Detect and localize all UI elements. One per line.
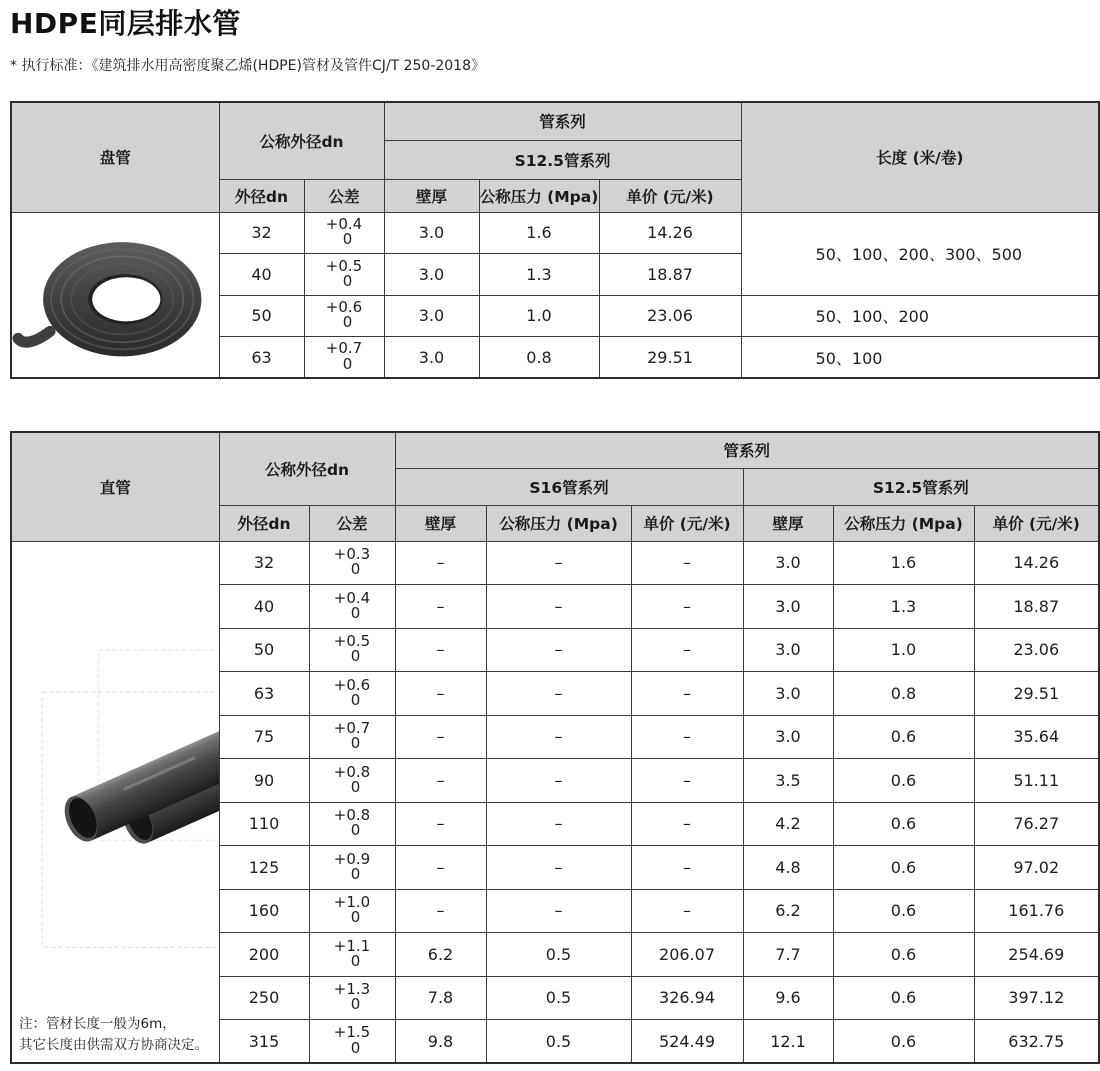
coil-category-label: 盘管 <box>11 102 219 212</box>
tolerance-upper: +0.8 <box>333 806 371 825</box>
tolerance-lower: 0 <box>350 908 361 927</box>
wall-thickness-cell: 3.0 <box>384 254 479 296</box>
straight-series-group-header: 管系列 <box>395 432 1099 468</box>
s125-wall-cell: 3.5 <box>743 759 833 803</box>
od-cell: 40 <box>219 254 304 296</box>
pressure-cell: 1.6 <box>479 212 599 254</box>
s125-pressure-cell: 1.3 <box>833 585 974 629</box>
coil-series-group-header: 管系列 <box>384 102 741 140</box>
tolerance-upper: +0.4 <box>333 588 371 607</box>
straight-tolerance-header: 公差 <box>309 505 395 541</box>
tolerance-upper: +1.1 <box>333 936 371 955</box>
note-line-2: 其它长度由供需双方协商决定。 <box>19 1037 208 1054</box>
od-cell: 160 <box>219 889 309 933</box>
straight-table-row <box>11 541 1099 585</box>
s125-pressure-cell: 0.6 <box>833 889 974 933</box>
od-cell: 250 <box>219 976 309 1020</box>
od-cell: 315 <box>219 1020 309 1064</box>
s125-pressure-cell: 0.6 <box>833 759 974 803</box>
s16-pressure-cell: – <box>486 715 631 759</box>
wall-thickness-cell: 3.0 <box>384 337 479 379</box>
s125-wall-header: 壁厚 <box>743 505 833 541</box>
tolerance-cell <box>304 295 384 337</box>
s125-pressure-cell: 0.6 <box>833 933 974 977</box>
s16-pressure-cell: – <box>486 672 631 716</box>
tolerance-cell <box>309 628 395 672</box>
s125-wall-cell: 3.0 <box>743 672 833 716</box>
s125-price-cell: 632.75 <box>974 1020 1099 1064</box>
tolerance-cell <box>309 889 395 933</box>
s16-price-cell: – <box>631 889 743 933</box>
s16-pressure-cell: – <box>486 541 631 585</box>
s16-price-cell: – <box>631 846 743 890</box>
tolerance-upper: +0.9 <box>333 849 371 868</box>
tolerance-upper: +0.5 <box>325 256 363 275</box>
tolerance-lower: 0 <box>350 560 361 579</box>
tolerance-cell <box>309 541 395 585</box>
coil-table-row <box>11 212 1099 254</box>
straight-category-label: 直管 <box>11 432 219 541</box>
tolerance-lower: 0 <box>350 647 361 666</box>
tolerance-upper: +0.6 <box>333 675 371 694</box>
s125-price-cell: 161.76 <box>974 889 1099 933</box>
straight-od-group-header: 公称外径dn <box>219 432 395 505</box>
tolerance-lower: 0 <box>342 230 353 249</box>
s125-wall-cell: 7.7 <box>743 933 833 977</box>
tolerance-cell <box>309 715 395 759</box>
od-cell: 110 <box>219 802 309 846</box>
s16-pressure-header: 公称压力 (Mpa) <box>486 505 631 541</box>
tolerance-upper: +0.7 <box>325 339 363 358</box>
s125-pressure-cell: 0.6 <box>833 846 974 890</box>
s16-price-cell: – <box>631 715 743 759</box>
tolerance-cell <box>309 846 395 890</box>
price-cell: 23.06 <box>599 295 741 337</box>
od-cell: 32 <box>219 212 304 254</box>
s16-wall-cell: – <box>395 585 486 629</box>
s125-pressure-cell: 0.8 <box>833 672 974 716</box>
straight-series-s125-header: S12.5管系列 <box>743 468 1099 505</box>
od-cell: 75 <box>219 715 309 759</box>
s16-wall-header: 壁厚 <box>395 505 486 541</box>
tolerance-cell <box>304 254 384 296</box>
straight-pipe-image-cell <box>11 541 219 1063</box>
s16-wall-cell: – <box>395 541 486 585</box>
s125-wall-cell: 3.0 <box>743 715 833 759</box>
s16-wall-cell: – <box>395 759 486 803</box>
s125-wall-cell: 3.0 <box>743 541 833 585</box>
tolerance-upper: +1.5 <box>333 1023 371 1042</box>
s16-price-cell: – <box>631 672 743 716</box>
tolerance-cell <box>304 337 384 379</box>
coil-series-s125-header: S12.5管系列 <box>384 140 741 179</box>
s16-price-cell: 326.94 <box>631 976 743 1020</box>
od-cell: 63 <box>219 337 304 379</box>
coil-wall-header: 壁厚 <box>384 179 479 212</box>
note-line-1: 注：管材长度一般为6m， <box>19 1016 176 1033</box>
s16-wall-cell: – <box>395 672 486 716</box>
straight-od-header: 外径dn <box>219 505 309 541</box>
tolerance-lower: 0 <box>350 995 361 1014</box>
s16-price-cell: 206.07 <box>631 933 743 977</box>
tolerance-lower: 0 <box>342 313 353 332</box>
od-cell: 125 <box>219 846 309 890</box>
tolerance-cell <box>309 585 395 629</box>
tolerance-cell <box>309 802 395 846</box>
length-cell: 50、100、200、300、500 <box>741 212 1099 295</box>
od-cell: 50 <box>219 628 309 672</box>
price-cell: 14.26 <box>599 212 741 254</box>
coil-od-header: 外径dn <box>219 179 304 212</box>
s125-pressure-cell: 1.0 <box>833 628 974 672</box>
od-cell: 40 <box>219 585 309 629</box>
s125-pressure-cell: 0.6 <box>833 802 974 846</box>
coil-length-header: 长度 (米/卷) <box>741 102 1099 212</box>
tolerance-upper: +1.3 <box>333 980 371 999</box>
spec-sheet-page <box>0 6 1100 1071</box>
coil-price-header: 单价 (元/米) <box>599 179 741 212</box>
pressure-cell: 0.8 <box>479 337 599 379</box>
tolerance-upper: +0.6 <box>325 298 363 317</box>
s16-price-header: 单价 (元/米) <box>631 505 743 541</box>
tolerance-cell <box>309 759 395 803</box>
tolerance-cell <box>304 212 384 254</box>
s16-wall-cell: 9.8 <box>395 1020 486 1064</box>
coil-tolerance-header: 公差 <box>304 179 384 212</box>
tolerance-lower: 0 <box>350 603 361 622</box>
length-cell: 50、100、200 <box>741 295 1099 337</box>
s125-pressure-header: 公称压力 (Mpa) <box>833 505 974 541</box>
s125-price-cell: 18.87 <box>974 585 1099 629</box>
tolerance-lower: 0 <box>350 864 361 883</box>
price-cell: 29.51 <box>599 337 741 379</box>
od-cell: 90 <box>219 759 309 803</box>
s125-wall-cell: 6.2 <box>743 889 833 933</box>
s16-pressure-cell: 0.5 <box>486 976 631 1020</box>
s125-wall-cell: 3.0 <box>743 585 833 629</box>
s16-price-cell: – <box>631 541 743 585</box>
s125-price-cell: 29.51 <box>974 672 1099 716</box>
od-cell: 32 <box>219 541 309 585</box>
price-cell: 18.87 <box>599 254 741 296</box>
pressure-cell: 1.3 <box>479 254 599 296</box>
tolerance-upper: +0.8 <box>333 762 371 781</box>
straight-pipe-table <box>10 431 1100 1064</box>
s16-wall-cell: – <box>395 802 486 846</box>
s16-pressure-cell: – <box>486 585 631 629</box>
s125-price-cell: 76.27 <box>974 802 1099 846</box>
s125-wall-cell: 9.6 <box>743 976 833 1020</box>
wall-thickness-cell: 3.0 <box>384 212 479 254</box>
s125-wall-cell: 12.1 <box>743 1020 833 1064</box>
tolerance-lower: 0 <box>342 271 353 290</box>
tolerance-cell <box>309 1020 395 1064</box>
od-cell: 50 <box>219 295 304 337</box>
s16-wall-cell: 6.2 <box>395 933 486 977</box>
s16-price-cell: – <box>631 759 743 803</box>
s16-pressure-cell: – <box>486 846 631 890</box>
tolerance-cell <box>309 976 395 1020</box>
s125-price-cell: 23.06 <box>974 628 1099 672</box>
s16-price-cell: – <box>631 628 743 672</box>
s16-pressure-cell: 0.5 <box>486 933 631 977</box>
s125-wall-cell: 4.8 <box>743 846 833 890</box>
s16-price-cell: – <box>631 802 743 846</box>
tolerance-upper: +1.0 <box>333 893 371 912</box>
straight-pipes-image <box>12 542 219 1063</box>
length-cell: 50、100 <box>741 337 1099 379</box>
tolerance-lower: 0 <box>342 354 353 373</box>
straight-series-s16-header: S16管系列 <box>395 468 743 505</box>
tolerance-upper: +0.4 <box>325 215 363 234</box>
s125-wall-cell: 4.2 <box>743 802 833 846</box>
tolerance-lower: 0 <box>350 734 361 753</box>
s16-price-cell: 524.49 <box>631 1020 743 1064</box>
s16-pressure-cell: – <box>486 759 631 803</box>
s125-pressure-cell: 0.6 <box>833 976 974 1020</box>
tolerance-upper: +0.5 <box>333 632 371 651</box>
s125-price-cell: 397.12 <box>974 976 1099 1020</box>
s125-pressure-cell: 1.6 <box>833 541 974 585</box>
s16-wall-cell: 7.8 <box>395 976 486 1020</box>
s16-pressure-cell: – <box>486 889 631 933</box>
tolerance-cell <box>309 933 395 977</box>
od-cell: 63 <box>219 672 309 716</box>
s16-wall-cell: – <box>395 628 486 672</box>
s16-pressure-cell: 0.5 <box>486 1020 631 1064</box>
s16-price-cell: – <box>631 585 743 629</box>
s125-price-cell: 35.64 <box>974 715 1099 759</box>
coil-pressure-header: 公称压力 (Mpa) <box>479 179 599 212</box>
s16-wall-cell: – <box>395 846 486 890</box>
tolerance-upper: +0.7 <box>333 719 371 738</box>
tolerance-lower: 0 <box>350 821 361 840</box>
s16-pressure-cell: – <box>486 802 631 846</box>
s125-price-cell: 51.11 <box>974 759 1099 803</box>
tolerance-lower: 0 <box>350 951 361 970</box>
s125-price-cell: 254.69 <box>974 933 1099 977</box>
tolerance-upper: +0.3 <box>333 545 371 564</box>
coiled-pipe-image <box>12 213 219 378</box>
page-title: HDPE同层排水管 <box>10 7 241 40</box>
wall-thickness-cell: 3.0 <box>384 295 479 337</box>
tolerance-cell <box>309 672 395 716</box>
coil-od-group-header: 公称外径dn <box>219 102 384 179</box>
tolerance-lower: 0 <box>350 777 361 796</box>
s16-wall-cell: – <box>395 889 486 933</box>
s125-pressure-cell: 0.6 <box>833 1020 974 1064</box>
od-cell: 200 <box>219 933 309 977</box>
tolerance-lower: 0 <box>350 1038 361 1057</box>
s16-pressure-cell: – <box>486 628 631 672</box>
coil-pipe-table <box>10 101 1100 379</box>
standard-reference-note: * 执行标准：《建筑排水用高密度聚乙烯(HDPE)管材及管件CJ/T 250-2018》 <box>10 58 485 74</box>
s125-price-cell: 14.26 <box>974 541 1099 585</box>
s125-price-header: 单价 (元/米) <box>974 505 1099 541</box>
s125-wall-cell: 3.0 <box>743 628 833 672</box>
pipe-length-note <box>19 1014 208 1056</box>
s125-price-cell: 97.02 <box>974 846 1099 890</box>
pressure-cell: 1.0 <box>479 295 599 337</box>
s16-wall-cell: – <box>395 715 486 759</box>
coil-pipe-image-cell <box>11 212 219 378</box>
tolerance-lower: 0 <box>350 690 361 709</box>
s125-pressure-cell: 0.6 <box>833 715 974 759</box>
